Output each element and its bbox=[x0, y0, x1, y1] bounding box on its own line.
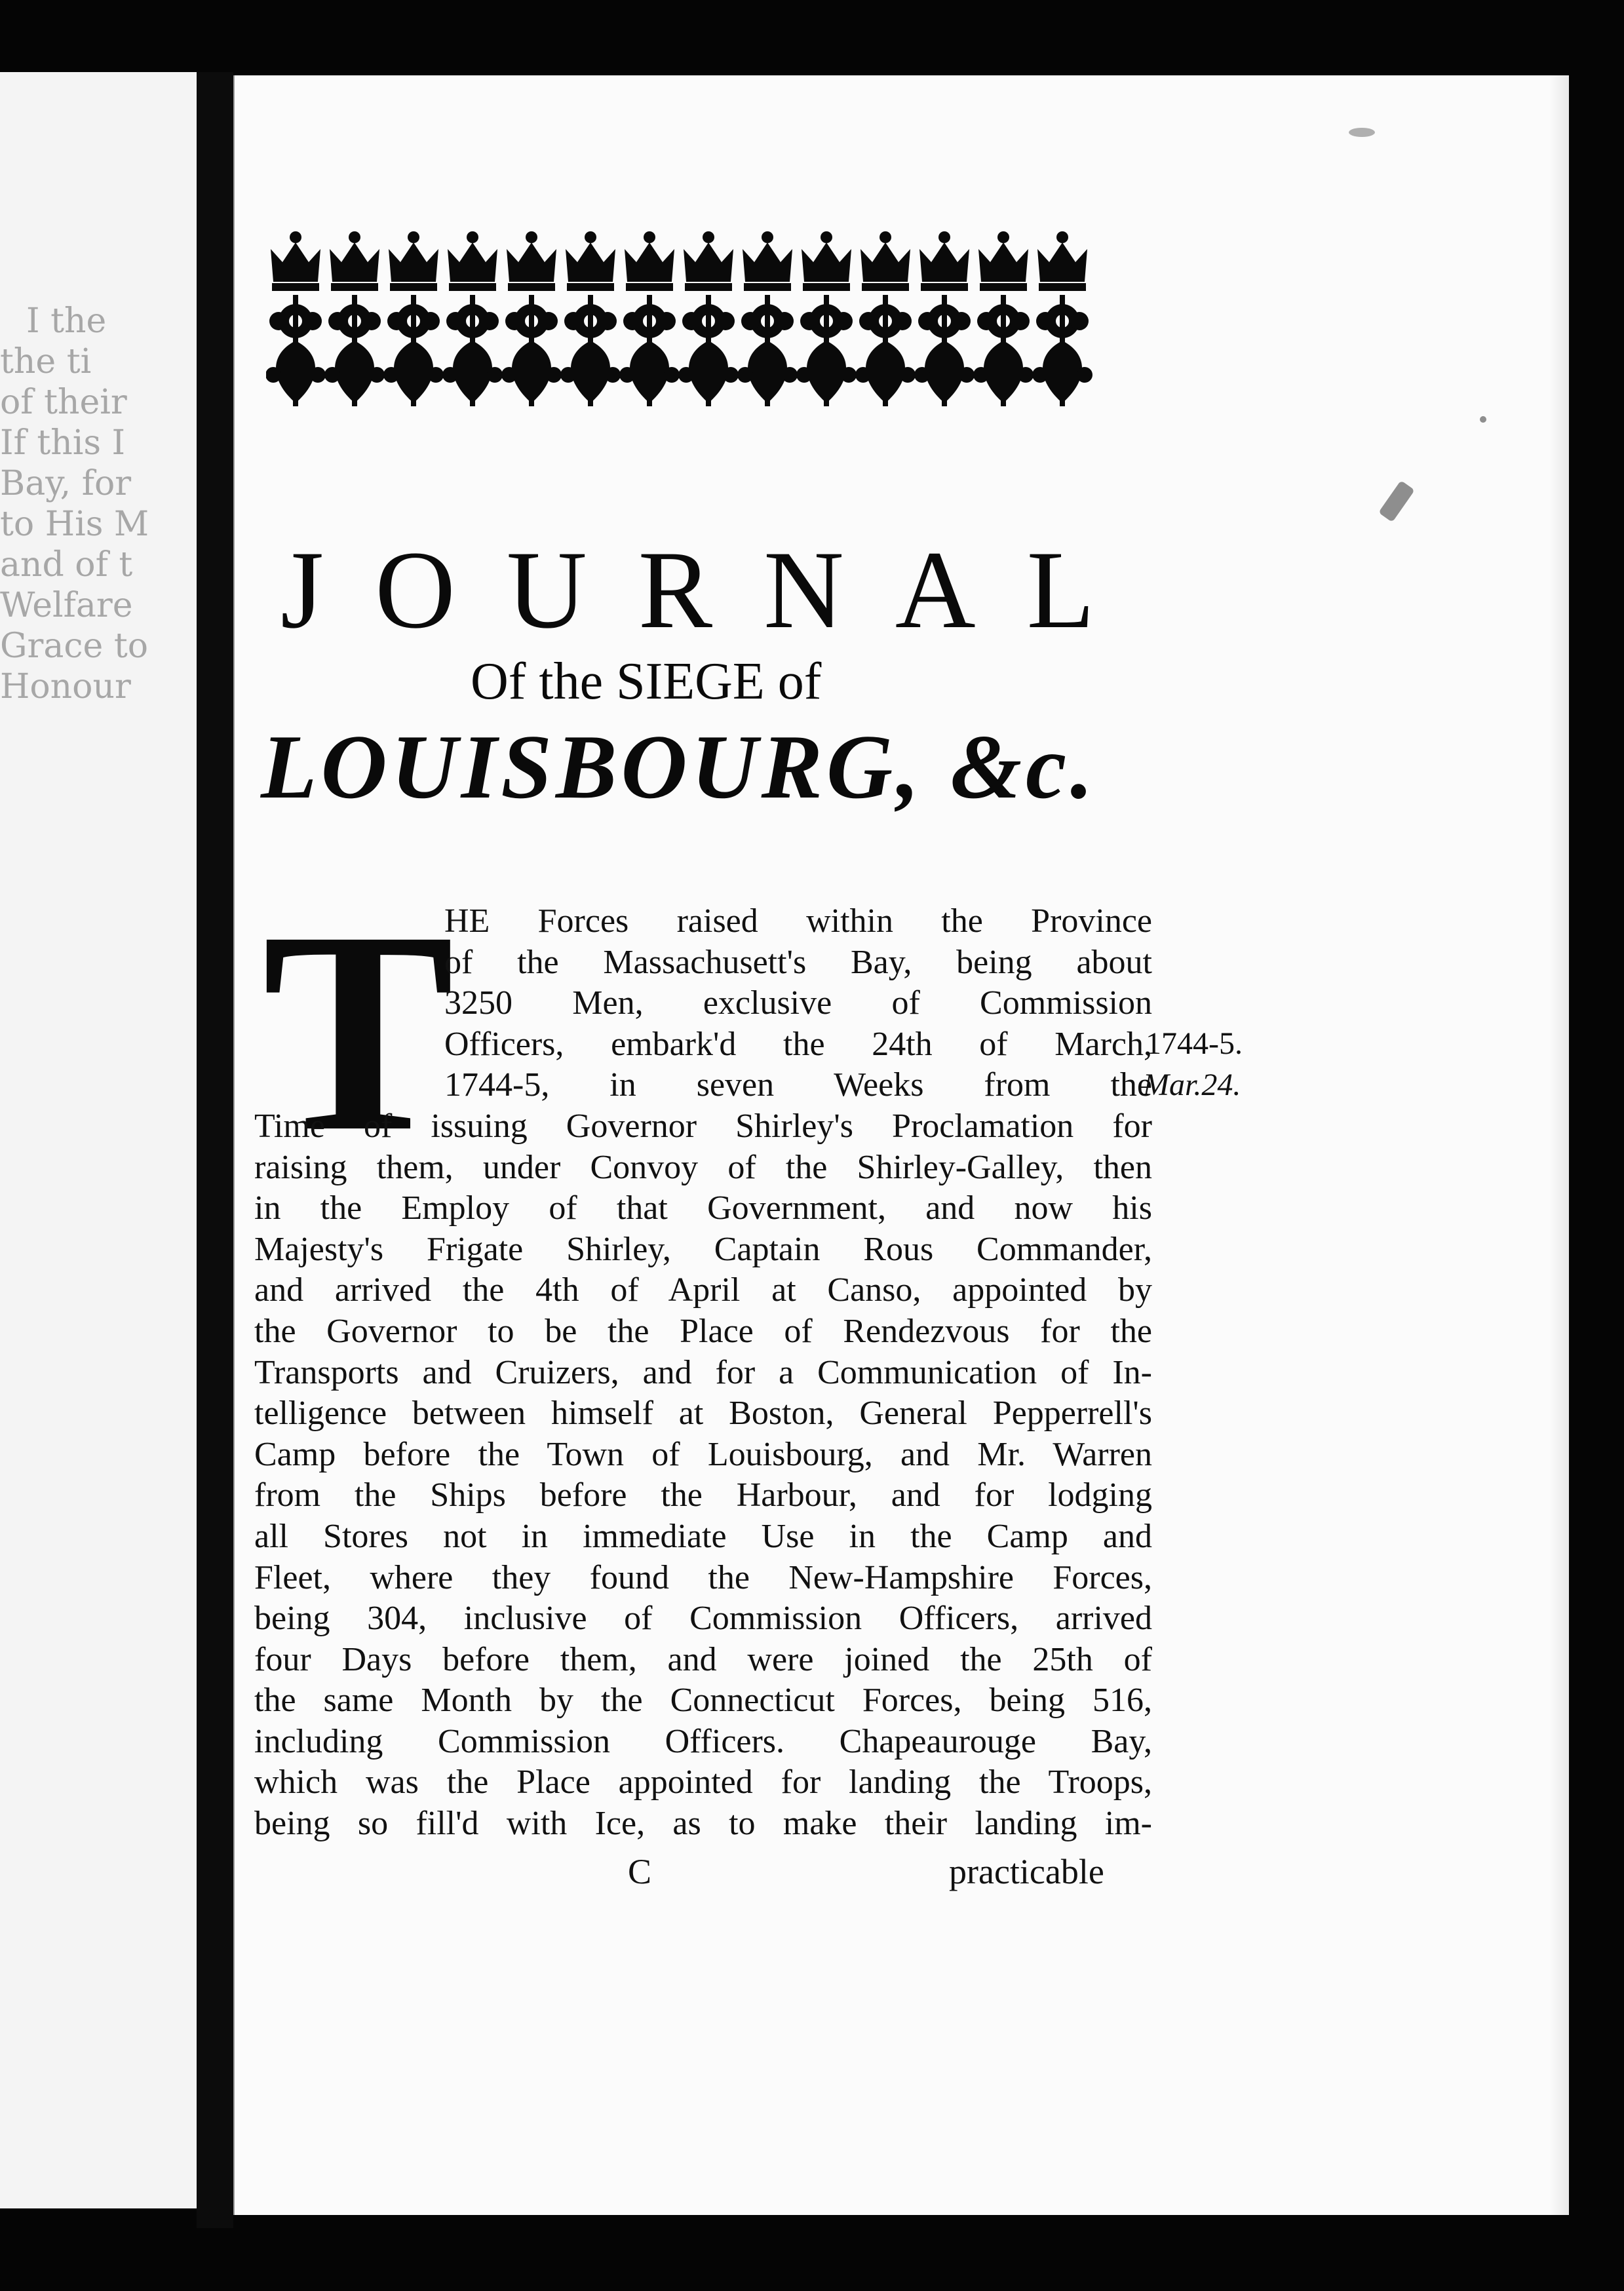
left-page-line: Welfare bbox=[0, 586, 133, 625]
body-line: 1744-5, in seven Weeks from the bbox=[444, 1066, 1152, 1104]
margin-note-date: Mar.24. bbox=[1143, 1068, 1241, 1102]
left-page-line: Grace to bbox=[0, 626, 149, 666]
body-line: telligence between himself at Boston, General Pepperrell's bbox=[254, 1395, 1152, 1433]
body-line: in the Employ of that Government, and now his bbox=[254, 1189, 1152, 1227]
crown-fleuron-unit bbox=[796, 231, 857, 406]
crown-fleuron-unit bbox=[737, 231, 798, 406]
crowns-and-fleurons-headpiece bbox=[266, 223, 1112, 413]
crown-fleuron-unit bbox=[501, 231, 562, 406]
crown-fleuron-unit bbox=[678, 231, 739, 406]
crown-fleuron-unit bbox=[383, 231, 444, 406]
body-line: which was the Place appointed for landing the Troops, bbox=[254, 1763, 1152, 1801]
catchword: practicable bbox=[949, 1852, 1104, 1891]
body-line: and arrived the 4th of April at Canso, appointed by bbox=[254, 1271, 1152, 1309]
margin-note-year: 1744-5. bbox=[1146, 1026, 1243, 1061]
body-line: the same Month by the Connecticut Forces, being 516, bbox=[254, 1682, 1152, 1720]
left-page-line: the ti bbox=[0, 342, 92, 381]
left-page-line: I the bbox=[26, 301, 107, 341]
crown-fleuron-unit bbox=[560, 231, 621, 406]
left-page-line: If this I bbox=[0, 423, 126, 463]
body-line: Transports and Cruizers, and for a Communication of In- bbox=[254, 1353, 1152, 1391]
body-line: four Days before them, and were joined the 25th of bbox=[254, 1640, 1152, 1678]
body-text bbox=[254, 901, 1152, 1845]
signature-mark: C bbox=[628, 1852, 652, 1891]
body-line: Officers, embark'd the 24th of March, bbox=[444, 1025, 1152, 1063]
left-page-line: Honour bbox=[0, 667, 131, 706]
crown-fleuron-unit bbox=[324, 231, 385, 406]
body-line: 3250 Men, exclusive of Commission bbox=[444, 984, 1152, 1022]
title-journal: JOURNAL bbox=[280, 528, 1146, 651]
body-line: Time of issuing Governor Shirley's Proclamation for bbox=[254, 1107, 1152, 1145]
body-line: including Commission Officers. Chapeaurouge Bay, bbox=[254, 1722, 1152, 1760]
body-line: from the Ships before the Harbour, and for lodging bbox=[254, 1476, 1152, 1514]
crown-fleuron-unit bbox=[266, 231, 326, 406]
paper-stain bbox=[1378, 480, 1415, 522]
title-subtitle: Of the SIEGE of bbox=[471, 653, 822, 710]
crown-fleuron-unit bbox=[442, 231, 503, 406]
body-line: the Governor to be the Place of Rendezvous for the bbox=[254, 1312, 1152, 1350]
title-page bbox=[233, 75, 1569, 2215]
left-page-line: and of t bbox=[0, 545, 133, 585]
crown-fleuron-unit bbox=[619, 231, 680, 406]
crown-fleuron-unit bbox=[1032, 231, 1092, 406]
body-line: Majesty's Frigate Shirley, Captain Rous Commander, bbox=[254, 1230, 1152, 1268]
left-page-line: of their bbox=[0, 383, 127, 422]
body-line: HE Forces raised within the Province bbox=[444, 902, 1152, 940]
left-page-line: Bay, for bbox=[0, 464, 132, 503]
body-line: being 304, inclusive of Commission Officers, arrived bbox=[254, 1600, 1152, 1638]
body-line: Fleet, where they found the New-Hampshire Forces, bbox=[254, 1558, 1152, 1596]
body-line: Camp before the Town of Louisbourg, and Mr. Warren bbox=[254, 1435, 1152, 1473]
paper-stain bbox=[1349, 128, 1375, 137]
title-main: LOUISBOURG, &c. bbox=[261, 716, 1098, 818]
crown-fleuron-unit bbox=[855, 231, 916, 406]
body-line: of the Massachusett's Bay, being about bbox=[444, 943, 1152, 981]
paper-stain bbox=[1480, 416, 1486, 423]
book-gutter bbox=[197, 72, 233, 2228]
left-page-fragment bbox=[0, 72, 198, 2208]
crown-fleuron-unit bbox=[973, 231, 1034, 406]
left-page-line: to His M bbox=[0, 505, 149, 544]
body-line: being so fill'd with Ice, as to make their landing im- bbox=[254, 1805, 1152, 1843]
drop-cap: T bbox=[262, 872, 455, 1191]
body-line: all Stores not in immediate Use in the Camp and bbox=[254, 1517, 1152, 1555]
body-line: raising them, under Convoy of the Shirley-Galley, then bbox=[254, 1148, 1152, 1186]
crown-fleuron-unit bbox=[914, 231, 975, 406]
